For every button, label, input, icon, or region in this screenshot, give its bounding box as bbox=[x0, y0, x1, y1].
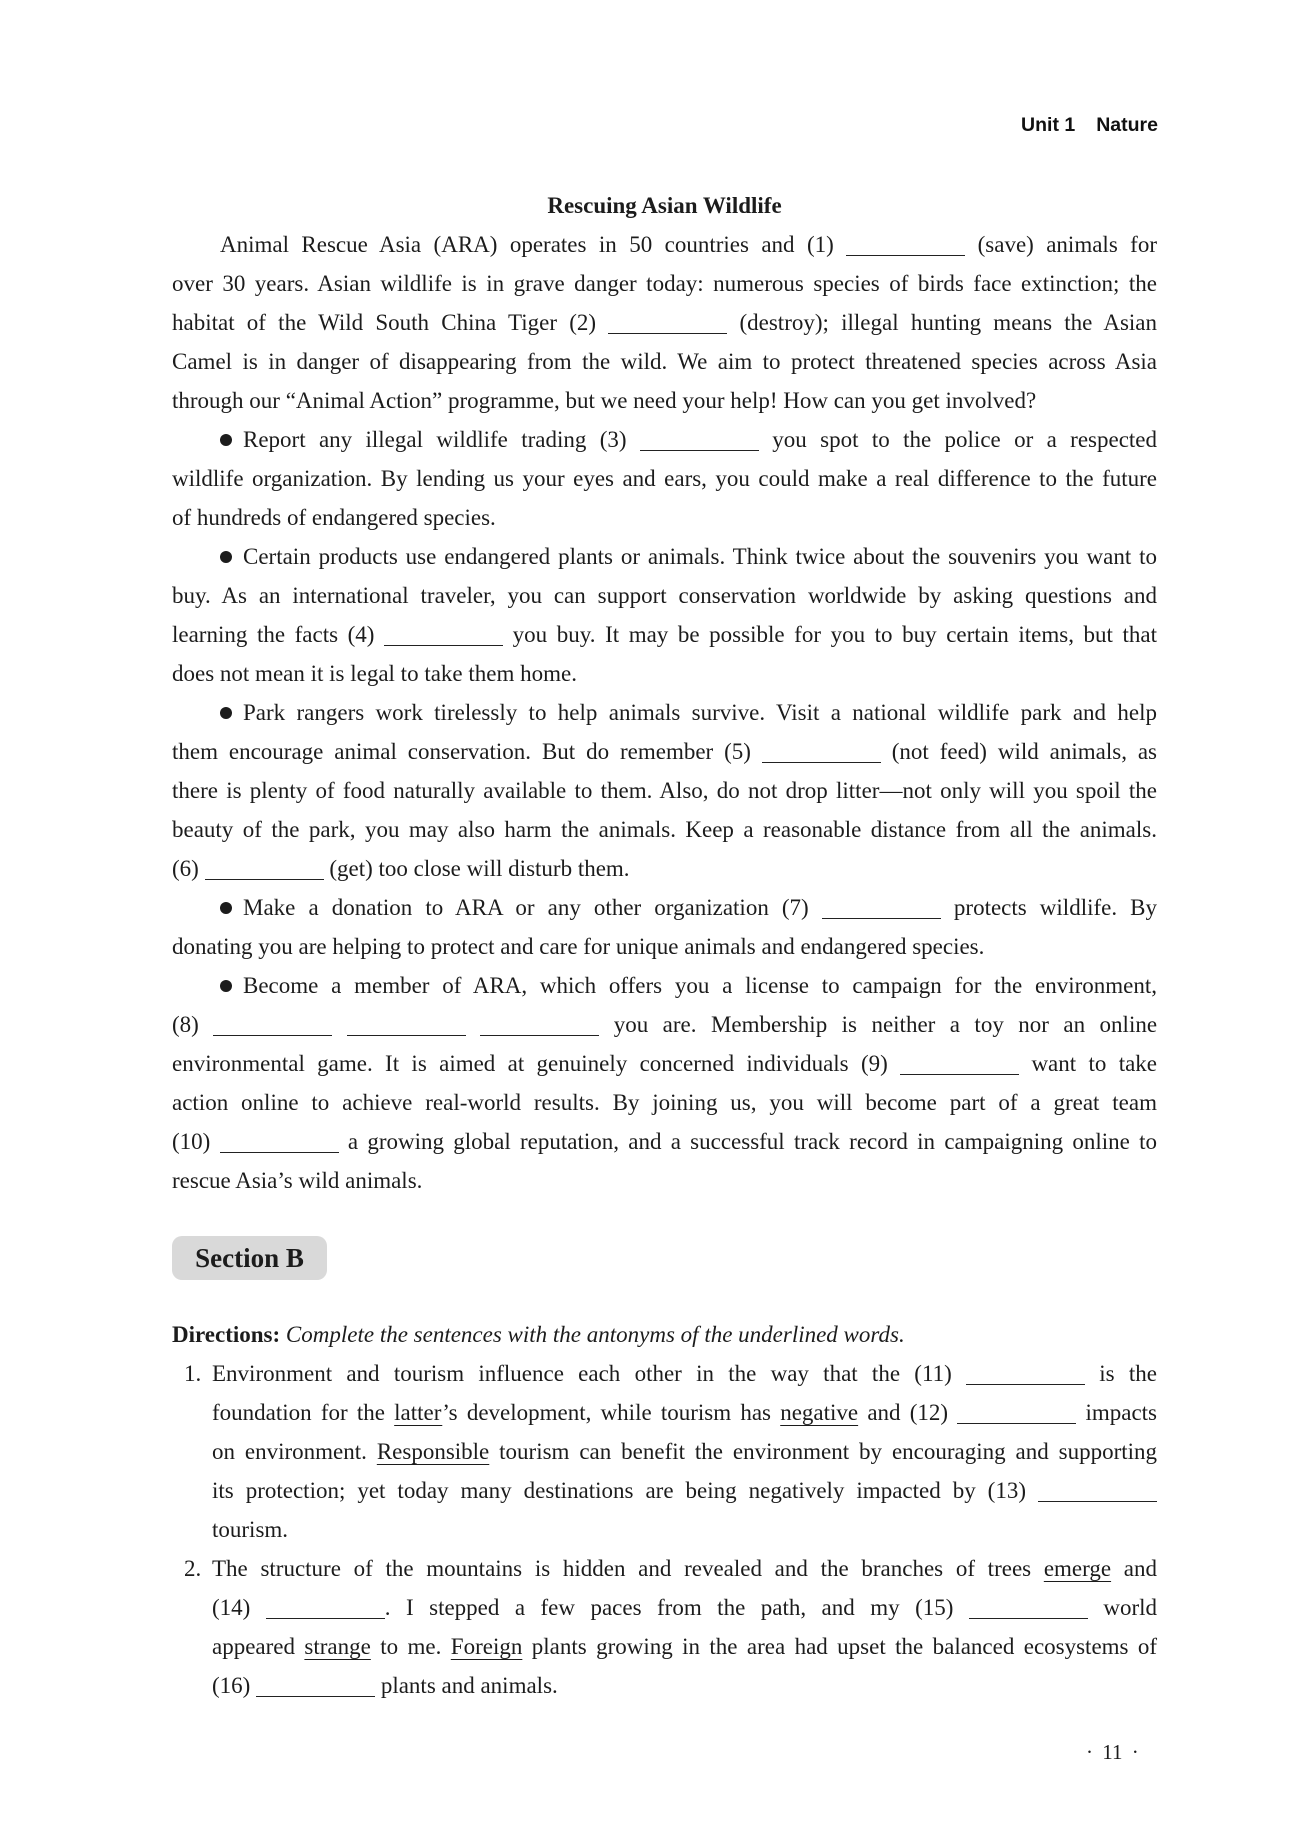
passage-text: donating you are helping to protect and care for unique animals and endangered species. bbox=[172, 934, 985, 959]
bullet-point bbox=[172, 966, 1157, 1200]
passage-line bbox=[172, 1044, 1157, 1083]
passage-text: of hundreds of endangered species. bbox=[172, 505, 496, 530]
passage-line bbox=[172, 966, 1157, 1005]
item-text: (16) bbox=[212, 1673, 251, 1698]
answer-blank-3 bbox=[640, 432, 759, 451]
bullet-point bbox=[172, 693, 1157, 888]
passage-text: Become a member of ARA, which offers you a license to campaign for the environment, bbox=[243, 973, 1157, 998]
passage-title: Rescuing Asian Wildlife bbox=[547, 193, 782, 218]
item-line bbox=[212, 1471, 1157, 1510]
answer-blank-1 bbox=[846, 237, 965, 256]
running-header bbox=[1021, 113, 1158, 137]
passage-text: there is plenty of food naturally available to them. Also, do not drop litter—not only will you spoil the bbox=[172, 778, 1157, 803]
passage-line bbox=[172, 537, 1157, 576]
item-number: 2. bbox=[184, 1556, 202, 1581]
passage-text: environmental game. It is aimed at genuinely concerned individuals (9) bbox=[172, 1051, 888, 1076]
section-heading: Section B bbox=[172, 1236, 327, 1280]
passage-line bbox=[172, 654, 1157, 693]
exercise-item bbox=[172, 1354, 1157, 1549]
underlined-word: strange bbox=[304, 1634, 371, 1659]
bullet-icon bbox=[220, 551, 232, 563]
page-number: · 11 · bbox=[1086, 1740, 1139, 1764]
item-line bbox=[184, 1354, 1157, 1393]
passage-line bbox=[172, 1122, 1157, 1161]
passage-text: rescue Asia’s wild animals. bbox=[172, 1168, 423, 1193]
answer-blank-5 bbox=[762, 744, 881, 763]
passage-line bbox=[172, 381, 1157, 420]
passage-line bbox=[172, 459, 1157, 498]
answer-blank-14 bbox=[266, 1600, 385, 1619]
passage-line bbox=[172, 888, 1157, 927]
page-content bbox=[172, 186, 1157, 1705]
intro-paragraph bbox=[172, 225, 1157, 420]
bullet-point bbox=[172, 537, 1157, 693]
answer-blank-15 bbox=[969, 1600, 1088, 1619]
item-text: tourism can benefit the environment by encouraging and supporting bbox=[499, 1439, 1158, 1464]
underlined-word: Responsible bbox=[376, 1439, 490, 1464]
passage-text: action online to achieve real-world results. By joining us, you will become part of a great team bbox=[172, 1090, 1157, 1115]
passage-line bbox=[172, 576, 1157, 615]
exercise-item bbox=[172, 1549, 1157, 1705]
answer-blank-9 bbox=[900, 1056, 1019, 1075]
item-line bbox=[212, 1588, 1157, 1627]
passage-text: you spot to the police or a respected bbox=[772, 427, 1158, 452]
passage-text: (get) too close will disturb them. bbox=[329, 856, 630, 881]
item-line bbox=[212, 1627, 1157, 1666]
passage-text: Report any illegal wildlife trading (3) bbox=[243, 427, 627, 452]
chapter-label: Nature bbox=[1096, 114, 1158, 136]
answer-blank-16 bbox=[256, 1678, 375, 1697]
passage-text: you buy. It may be possible for you to buy certain items, but that bbox=[512, 622, 1157, 647]
directions-text: Complete the sentences with the antonyms of the underlined words. bbox=[285, 1322, 905, 1347]
passage-text: (6) bbox=[172, 856, 199, 881]
passage-text: Animal Rescue Asia (ARA) operates in 50 countries and (1) bbox=[220, 232, 834, 257]
item-line bbox=[212, 1393, 1157, 1432]
passage-line bbox=[172, 303, 1157, 342]
item-text: foundation for the bbox=[212, 1400, 385, 1425]
item-text: on environment. bbox=[212, 1439, 367, 1464]
bullet-icon bbox=[220, 707, 232, 719]
passage-text: through our “Animal Action” programme, but we need your help! How can you get involved? bbox=[172, 388, 1037, 413]
answer-blank-10 bbox=[220, 1134, 339, 1153]
underlined-word: emerge bbox=[1043, 1556, 1112, 1581]
passage-text: (8) bbox=[172, 1012, 199, 1037]
directions-label: Directions: bbox=[172, 1322, 281, 1347]
answer-blank-6 bbox=[205, 861, 324, 880]
item-line bbox=[184, 1549, 1157, 1588]
passage-line bbox=[172, 615, 1157, 654]
bullet-point bbox=[172, 420, 1157, 537]
passage-line bbox=[172, 810, 1157, 849]
passage-line bbox=[172, 732, 1157, 771]
passage-text: learning the facts (4) bbox=[172, 622, 375, 647]
item-text: plants and animals. bbox=[380, 1673, 558, 1698]
passage-text: beauty of the park, you may also harm the animals. Keep a reasonable distance from all the animals. bbox=[172, 817, 1157, 842]
passage-text: Make a donation to ARA or any other organization (7) bbox=[243, 895, 809, 920]
answer-blank-2 bbox=[608, 315, 727, 334]
answer-blank-8a bbox=[213, 1017, 332, 1036]
item-text: The structure of the mountains is hidden and revealed and the branches of trees bbox=[212, 1556, 1032, 1581]
underlined-word: negative bbox=[780, 1400, 859, 1425]
underlined-word: latter bbox=[394, 1400, 443, 1425]
passage-line bbox=[172, 1005, 1157, 1044]
item-text: and (12) bbox=[867, 1400, 949, 1425]
passage-text: protects wildlife. By bbox=[953, 895, 1158, 920]
passage-line bbox=[172, 420, 1157, 459]
item-text: appeared bbox=[212, 1634, 295, 1659]
item-text: Environment and tourism influence each other in the way that the (11) bbox=[212, 1361, 952, 1386]
passage-text: habitat of the Wild South China Tiger (2) bbox=[172, 310, 597, 335]
passage-text: over 30 years. Asian wildlife is in grave danger today: numerous species of birds face extinction; the bbox=[172, 271, 1157, 296]
item-number: 1. bbox=[184, 1361, 202, 1386]
passage-line bbox=[172, 927, 1157, 966]
answer-blank-12 bbox=[957, 1405, 1076, 1424]
answer-blank-8b bbox=[347, 1017, 466, 1036]
bullet-icon bbox=[220, 980, 232, 992]
passage-text: wildlife organization. By lending us your eyes and ears, you could make a real difference to the future bbox=[172, 466, 1157, 491]
answer-blank-4 bbox=[384, 627, 503, 646]
item-text: to me. bbox=[380, 1634, 442, 1659]
item-line bbox=[212, 1432, 1157, 1471]
bullet-icon bbox=[220, 902, 232, 914]
item-text: tourism. bbox=[212, 1517, 289, 1542]
directions bbox=[172, 1315, 1157, 1354]
passage-line bbox=[172, 1161, 1157, 1200]
bullet-icon bbox=[220, 434, 232, 446]
passage-line bbox=[172, 498, 1157, 537]
passage-text: (not feed) wild animals, as bbox=[891, 739, 1158, 764]
item-text: plants growing in the area had upset the balanced ecosystems of bbox=[531, 1634, 1158, 1659]
passage-line bbox=[172, 225, 1157, 264]
passage-text: them encourage animal conservation. But do remember (5) bbox=[172, 739, 751, 764]
bullet-point bbox=[172, 888, 1157, 966]
passage-text: want to take bbox=[1031, 1051, 1157, 1076]
item-text: world bbox=[1103, 1595, 1158, 1620]
passage-text: Certain products use endangered plants or animals. Think twice about the souvenirs you want to bbox=[243, 544, 1157, 569]
underlined-word: Foreign bbox=[450, 1634, 523, 1659]
answer-blank-8c bbox=[480, 1017, 599, 1036]
item-text: ’s development, while tourism has bbox=[442, 1400, 772, 1425]
passage-line bbox=[172, 342, 1157, 381]
passage-text: you are. Membership is neither a toy nor an online bbox=[613, 1012, 1158, 1037]
item-text: . I stepped a few paces from the path, and my (15) bbox=[384, 1595, 954, 1620]
passage-line bbox=[172, 771, 1157, 810]
passage-text: Camel is in danger of disappearing from the wild. We aim to protect threatened species across Asia bbox=[172, 349, 1157, 374]
passage-text: (destroy); illegal hunting means the Asian bbox=[739, 310, 1157, 335]
answer-blank-11 bbox=[966, 1366, 1085, 1385]
passage-text: (save) animals for bbox=[977, 232, 1158, 257]
passage-text: does not mean it is legal to take them home. bbox=[172, 661, 577, 686]
passage-line bbox=[172, 1083, 1157, 1122]
passage-text: Park rangers work tirelessly to help animals survive. Visit a national wildlife park and help bbox=[243, 700, 1157, 725]
item-text: (14) bbox=[212, 1595, 251, 1620]
item-text: and bbox=[1123, 1556, 1157, 1581]
item-text: impacts bbox=[1085, 1400, 1158, 1425]
answer-blank-7 bbox=[822, 900, 941, 919]
item-line bbox=[212, 1510, 1157, 1549]
passage-text: a growing global reputation, and a successful track record in campaigning online to bbox=[347, 1129, 1158, 1154]
item-text: its protection; yet today many destinations are being negatively impacted by (13) bbox=[212, 1478, 1026, 1503]
passage-text: (10) bbox=[172, 1129, 211, 1154]
passage-line bbox=[172, 849, 1157, 888]
answer-blank-13 bbox=[1038, 1483, 1157, 1502]
passage-line bbox=[172, 264, 1157, 303]
item-text: is the bbox=[1099, 1361, 1157, 1386]
item-line bbox=[212, 1666, 1157, 1705]
passage-line bbox=[172, 693, 1157, 732]
passage-text: buy. As an international traveler, you can support conservation worldwide by asking questions and bbox=[172, 583, 1157, 608]
unit-label: Unit 1 bbox=[1021, 114, 1076, 136]
